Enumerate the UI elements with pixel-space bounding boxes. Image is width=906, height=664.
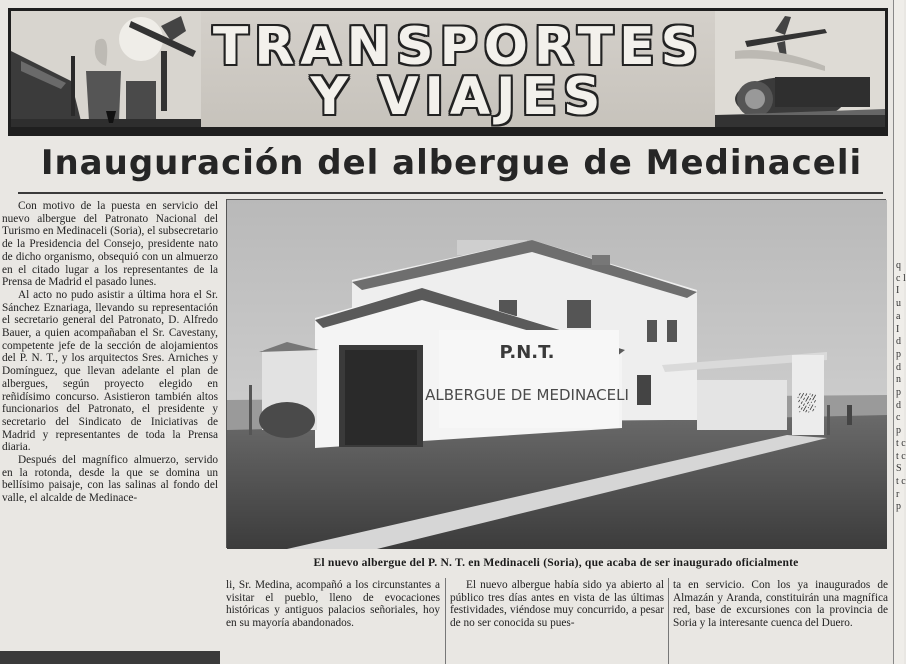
banner-title-box xyxy=(201,11,716,133)
article-headline: Inauguración del albergue de Medinaceli xyxy=(40,143,863,183)
svg-text:⛆: ⛆ xyxy=(797,390,817,418)
sign-top-text: P.N.T. xyxy=(499,342,555,363)
banner-bottom-border xyxy=(11,127,885,133)
headline-rule xyxy=(18,192,883,194)
adjacent-column-letters: q c l I u a I d p d n p d c p t c t c S t c r p xyxy=(896,260,906,513)
section-banner xyxy=(8,8,888,136)
paragraph: Al acto no pudo asistir a última hora el Sr. Sánchez Eznariaga, llevando su representación el secretario general del Patronato, D. Alfredo Bauer, a quien acompañaban el Sr. Cavestany, competente jefe de la sección de alojamientos del P. N. T., y los arquitectos Sres. Arniches y Domínguez, que llevan adelante el plan de albergues, según proyecto elegido en reñidísimo concurso. Asistieron también altos funcionarios del Patronato, el presidente y secretario del Sindicato de Iniciativas de Madrid y representantes de toda la Prensa diaria. xyxy=(2,288,218,454)
paragraph: ta en servicio. Con los ya inaugurados de Almazán y Aranda, constituirán una magnífica red, base de excursiones con la provincia de Soria y la interesante cuenca del Duero. xyxy=(673,579,888,630)
paragraph: li, Sr. Medina, acompañó a los circunstantes a visitar el pueblo, lleno de evocaciones históricas y antiguos palacios señoriales, hoy en su mayoría abandonados. xyxy=(226,579,440,630)
article-bottom-column-2 xyxy=(450,579,664,664)
paragraph: Con motivo de la puesta en servicio del nuevo albergue del Patronato Nacional del Turismo en Medinaceli (Soria), el subsecretario de la Presidencia del Consejo, presidente nato de dicho organismo, obsequió con un almuerzo en el citado lugar a los representantes de la Prensa de Madrid el pasado lunes. xyxy=(2,200,218,289)
sign-main-text: ALBERGUE DE MEDINACELI xyxy=(425,386,629,404)
albergue-photo xyxy=(226,199,886,548)
airplane-train-illustration xyxy=(715,11,885,133)
article-left-column xyxy=(2,200,218,664)
paragraph: El nuevo albergue había sido ya abierto al público tres días antes en vista de las últimas festividades, viéndose muy concurrido, a pesar de no ser conocida su pues- xyxy=(450,579,664,630)
paragraph: Después del magnífico almuerzo, servido en la rotonda, desde la que se domina un bellísimo paisaje, con las salinas al fondo del valle, el alcalde de Medinace- xyxy=(2,454,218,505)
next-photo-strip xyxy=(0,651,220,664)
article-bottom-column-1 xyxy=(226,579,440,664)
photo-caption: El nuevo albergue del P. N. T. en Medinaceli (Soria), que acaba de ser inaugurado oficialmente xyxy=(313,556,799,569)
albergue-building-image xyxy=(227,200,887,549)
article-bottom-column-3 xyxy=(673,579,888,664)
banner-title-line-2: Y VIAJES xyxy=(310,67,607,127)
column-divider xyxy=(445,578,446,664)
adjacent-column-fragment xyxy=(893,0,904,664)
banner-title-line-1: TRANSPORTES xyxy=(212,17,705,77)
column-divider xyxy=(668,578,669,664)
harbor-illustration xyxy=(11,11,201,133)
